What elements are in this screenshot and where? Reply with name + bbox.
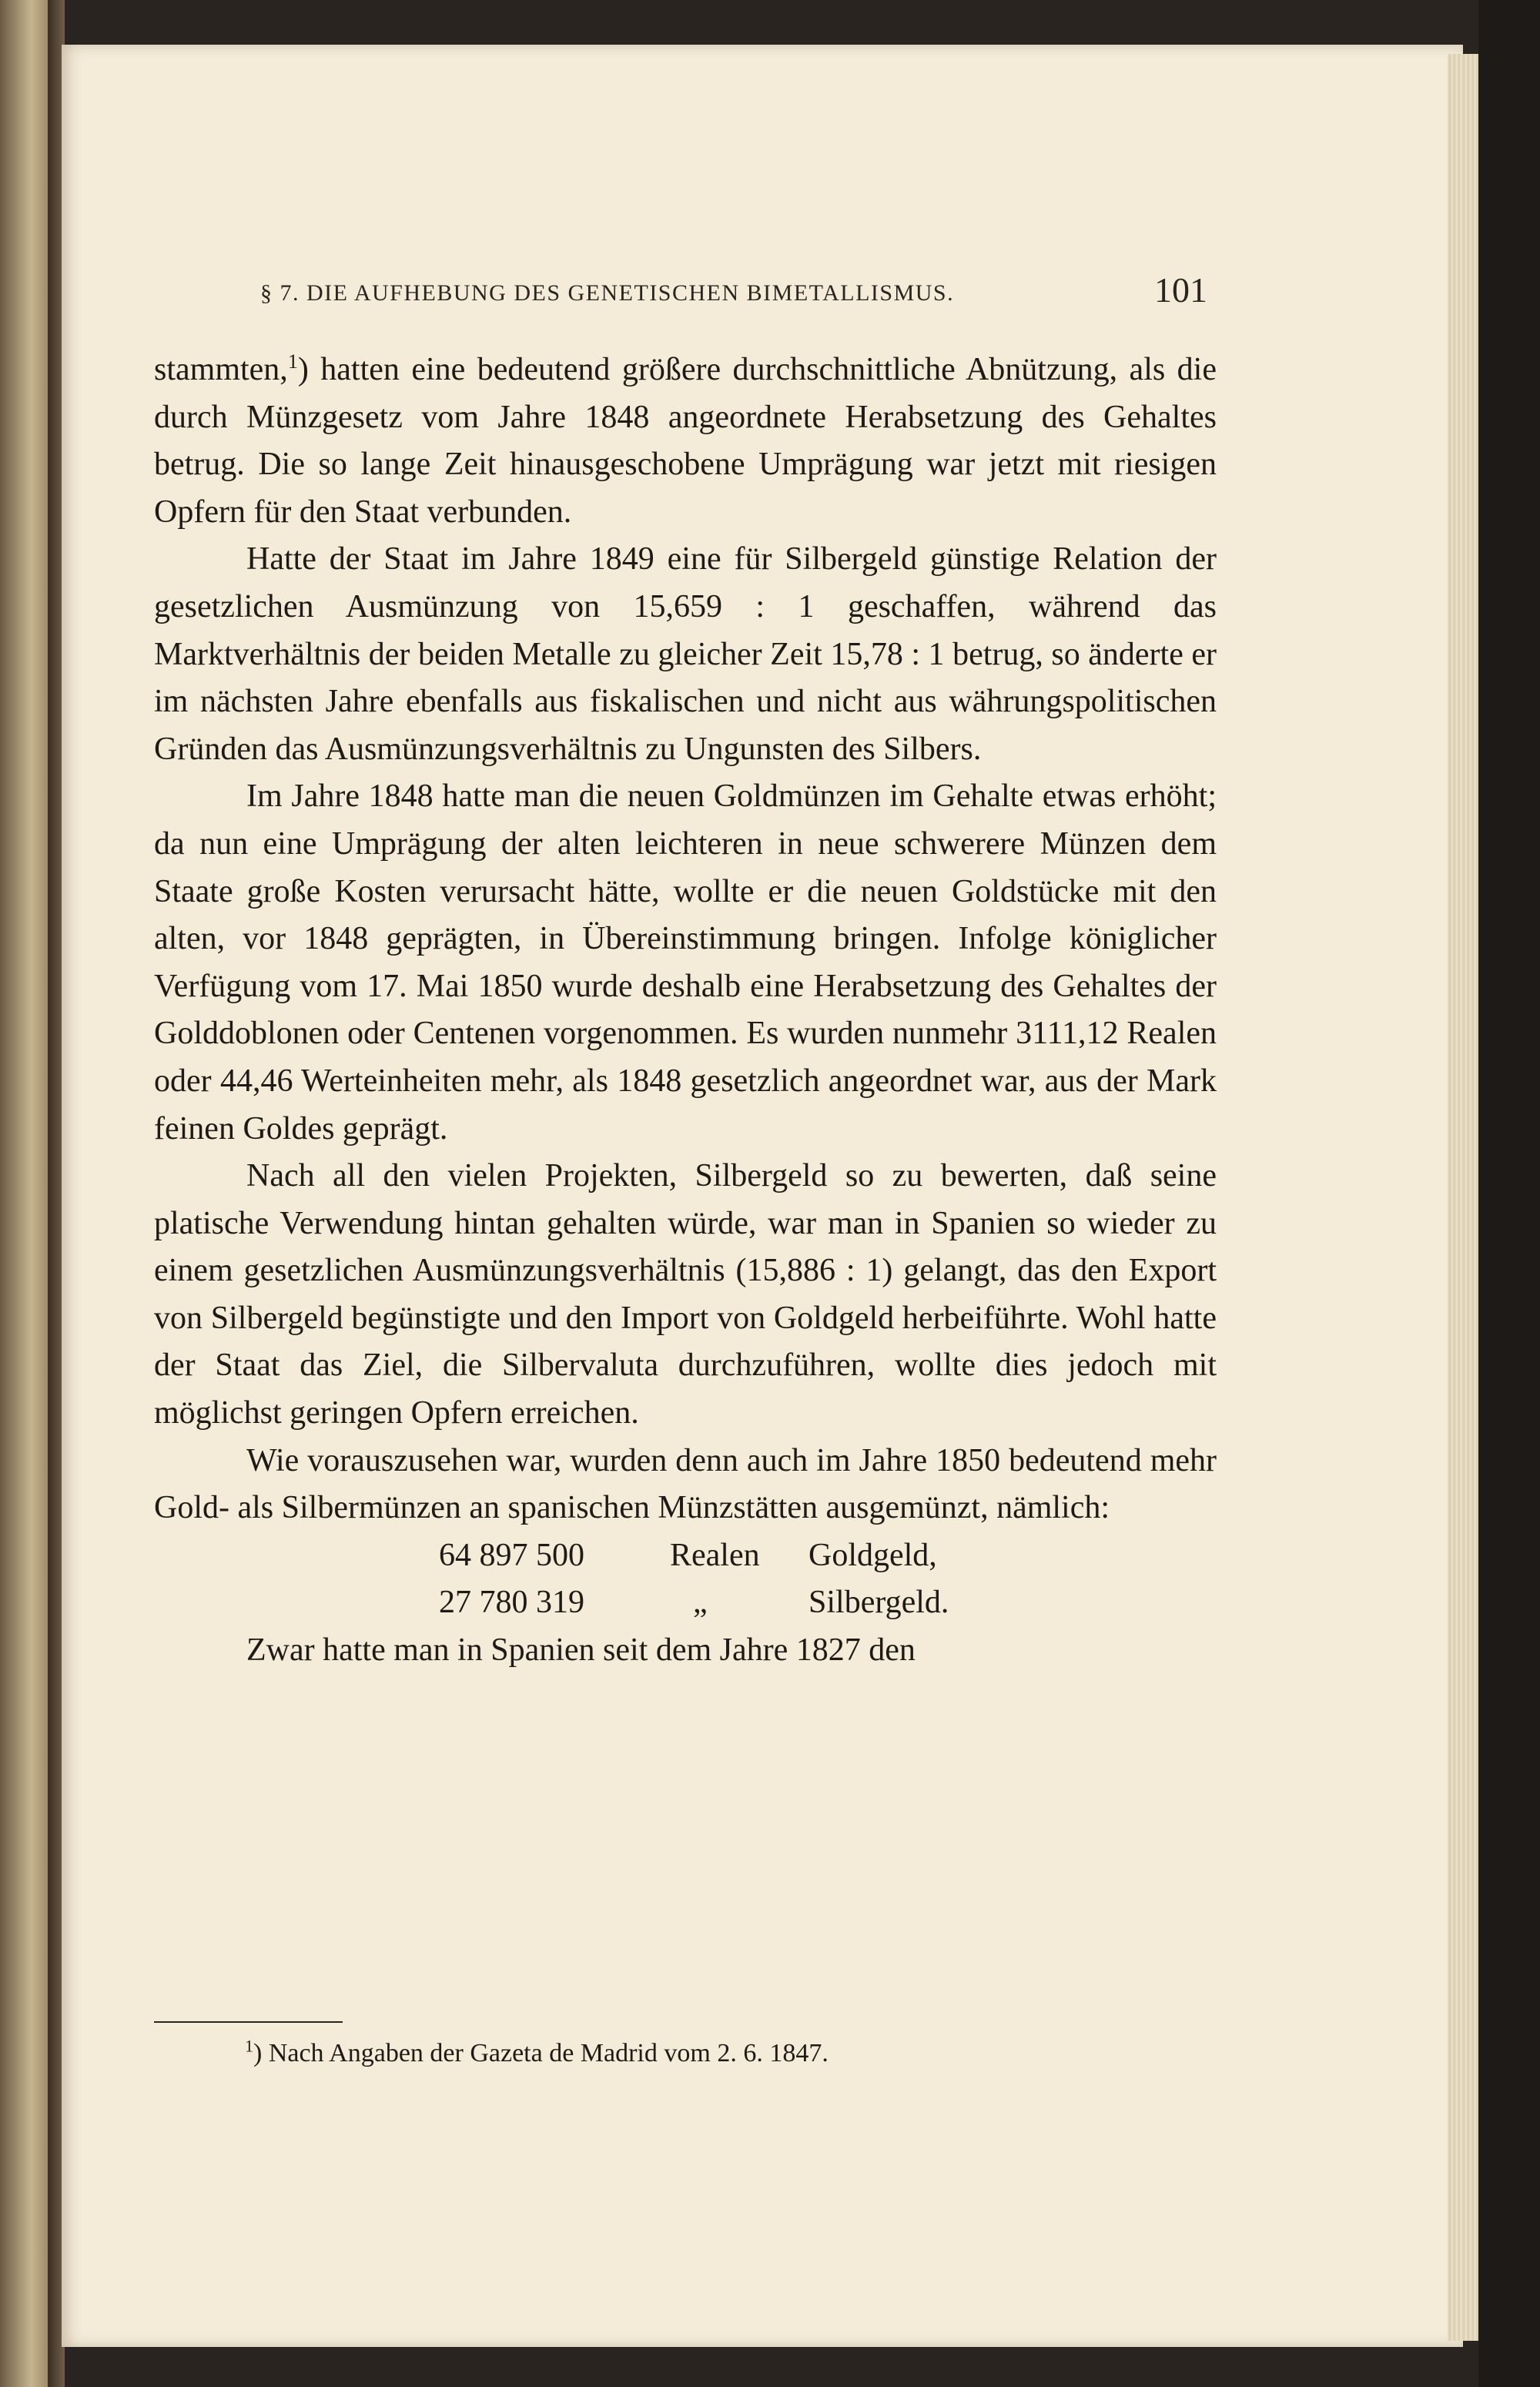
coinage-unit: Realen: [670, 1537, 760, 1573]
coinage-unit: „: [693, 1585, 708, 1621]
body-text: [154, 346, 1217, 1675]
footnote: [245, 2036, 1207, 2068]
scan-background: [1478, 0, 1540, 2387]
coinage-amount: 27 780 319: [439, 1585, 584, 1621]
paragraph-4: Nach all den vielen Projekten, Silbergeld so zu bewerten, daß seine platische Verwendung hintan gehalten würde, war man in Spanien so wieder zu einem gesetzlichen Ausmünzungsverhältnis (15,886 : 1) gelangt, das den Export von Silbergeld begünstigte und den Import von Goldgeld herbeiführte. Wohl hatte der Staat das Ziel, die Silbervaluta durchzuführen, wollte dies jedoch mit möglichst geringen Opfern erreichen.: [154, 1158, 1217, 1431]
page-number: 101: [1154, 270, 1207, 310]
footnote-text: ) Nach Angaben der Gazeta de Madrid vom 2. 6. 1847.: [253, 2039, 829, 2067]
coinage-row: [154, 1532, 1217, 1580]
paragraph-2: Hatte der Staat im Jahre 1849 eine für Silbergeld günstige Relation der gesetzlichen Ausmünzung von 15,659 : 1 geschaffen, während das Marktverhältnis der beiden Metalle zu gleicher Zeit 15,78 : 1 betrug, so änderte er im nächsten Jahre ebenfalls aus fiskalischen und nicht aus währungspolitischen Gründen das Ausmünzungsverhältnis zu Ungunsten des Silbers.: [154, 541, 1217, 767]
coinage-amount: 64 897 500: [439, 1537, 584, 1573]
page-header: [260, 270, 1207, 323]
footnote-divider: [154, 2021, 343, 2023]
paragraph-1-rest: ) hatten eine bedeutend größere durchschnittliche Abnützung, als die durch Münzgesetz vom Jahre 1848 angeordnete Herabsetzung des Gehaltes betrug. Die so lange Zeit hinausgeschobene Umprägung war jetzt mit riesigen Opfern für den Staat verbunden.: [154, 352, 1217, 530]
running-head: § 7. DIE AUFHEBUNG DES GENETISCHEN BIMETALLISMUS.: [260, 280, 955, 306]
coinage-row: [154, 1579, 1217, 1627]
footnote-marker: 1: [245, 2036, 253, 2056]
footnote-reference: 1: [287, 350, 298, 373]
paragraph-3: Im Jahre 1848 hatte man die neuen Goldmünzen im Gehalte etwas erhöht; da nun eine Umprägung der alten leichteren in neue schwerere Münzen dem Staate große Kosten verursacht hätte, wollte er die neuen Goldstücke mit den alten, vor 1848 geprägten, in Übereinstimmung bringen. Infolge königlicher Verfügung vom 17. Mai 1850 wurde deshalb eine Herabsetzung des Gehaltes der Golddoblonen oder Centenen vorgenommen. Es wurden nunmehr 3111,12 Realen oder 44,46 Werteinheiten mehr, als 1848 gesetzlich angeordnet war, aus der Mark feinen Goldes geprägt.: [154, 778, 1217, 1147]
coinage-kind: Silbergeld.: [808, 1585, 949, 1621]
paragraph-5: Wie vorauszusehen war, wurden denn auch im Jahre 1850 bedeutend mehr Gold- als Silbermünzen an spanischen Münzstätten ausgemünzt, nämlich:: [154, 1442, 1217, 1526]
page-stack-edges: [1448, 54, 1478, 2341]
paragraph-1-start: stammten,: [154, 352, 288, 387]
paragraph-6: Zwar hatte man in Spanien seit dem Jahre 1827 den: [246, 1632, 916, 1669]
coinage-table: [154, 1532, 1217, 1627]
coinage-kind: Goldgeld,: [808, 1537, 937, 1573]
paragraph-1: [154, 346, 1217, 536]
